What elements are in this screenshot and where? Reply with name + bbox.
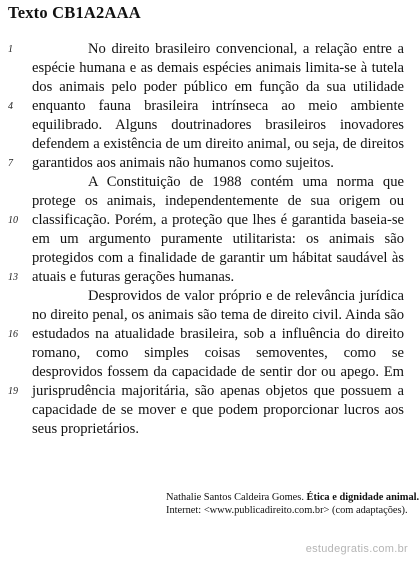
passage-line: No direito brasileiro convencional, a relação entre a [88,41,404,57]
passage-line: desprovidos fossem da capacidade de sentir dor ou apego. Em [32,364,404,380]
passage-line: jurisprudência majoritária, são apenas objetos que possuem a [32,383,404,399]
line-number: 1 [8,44,13,55]
passage-line: enquanto fauna brasileira intrínseca ao meio ambiente [32,98,404,114]
passage-line: A Constituição de 1988 contém uma norma que [88,174,404,190]
passage-line: protegidos com a finalidade de garantir um hábitat saudável às [32,250,404,266]
passage-line: romano, como simples coisas semoventes, como se [32,345,404,361]
citation-author: Nathalie Santos Caldeira Gomes. [166,492,304,503]
citation-internet-label: Internet: [166,505,202,516]
passage-line: defendem a existência de um direito animal, ou seja, de direitos [32,136,404,152]
line-number: 13 [8,272,18,283]
site-watermark: estudegratis.com.br [305,543,408,555]
citation-internet-line [166,504,408,517]
line-number: 7 [8,158,13,169]
passage-line: capacidade de se mover e que podem proporcionar lucros aos [32,402,404,418]
line-number: 4 [8,101,13,112]
passage-line: Desprovidos de valor próprio e de relevância jurídica [88,288,404,304]
line-number: 19 [8,386,18,397]
source-citation [166,491,420,517]
passage-line: em um argumento puramente utilitarista: os animais são [32,231,404,247]
passage-line: dos animais pelo poder público em função da sua utilidade [32,79,404,95]
citation-url: <www.publicadireito.com.br> [203,505,330,516]
text-title: Texto CB1A2AAA [8,3,141,22]
line-number: 16 [8,329,18,340]
passage-line: espécie humana e as demais espécies animais limita-se à tutela [32,60,404,76]
passage-line: no direito penal, os animais são tema de direito civil. Ainda são [32,307,404,323]
citation-work: Ética e dignidade animal. [306,492,420,503]
passage-line: estudados na atualidade brasileira, sob a influência do direito [32,326,404,342]
citation-note: (com adaptações). [332,505,408,516]
passage-line: atuais e futuras gerações humanas. [32,269,235,285]
passage-line: protege os animais, independentemente de sua origem ou [32,193,404,209]
citation-author-line [166,491,420,504]
passage-line: garantidos aos animais não humanos como sujeitos. [32,155,334,171]
line-number: 10 [8,215,18,226]
passage-line: seus proprietários. [32,421,139,437]
passage-line: classificação. Porém, a proteção que lhes é garantida baseia-se [32,212,404,228]
passage-line: equilibrado. Alguns doutrinadores brasileiros inovadores [32,117,404,133]
